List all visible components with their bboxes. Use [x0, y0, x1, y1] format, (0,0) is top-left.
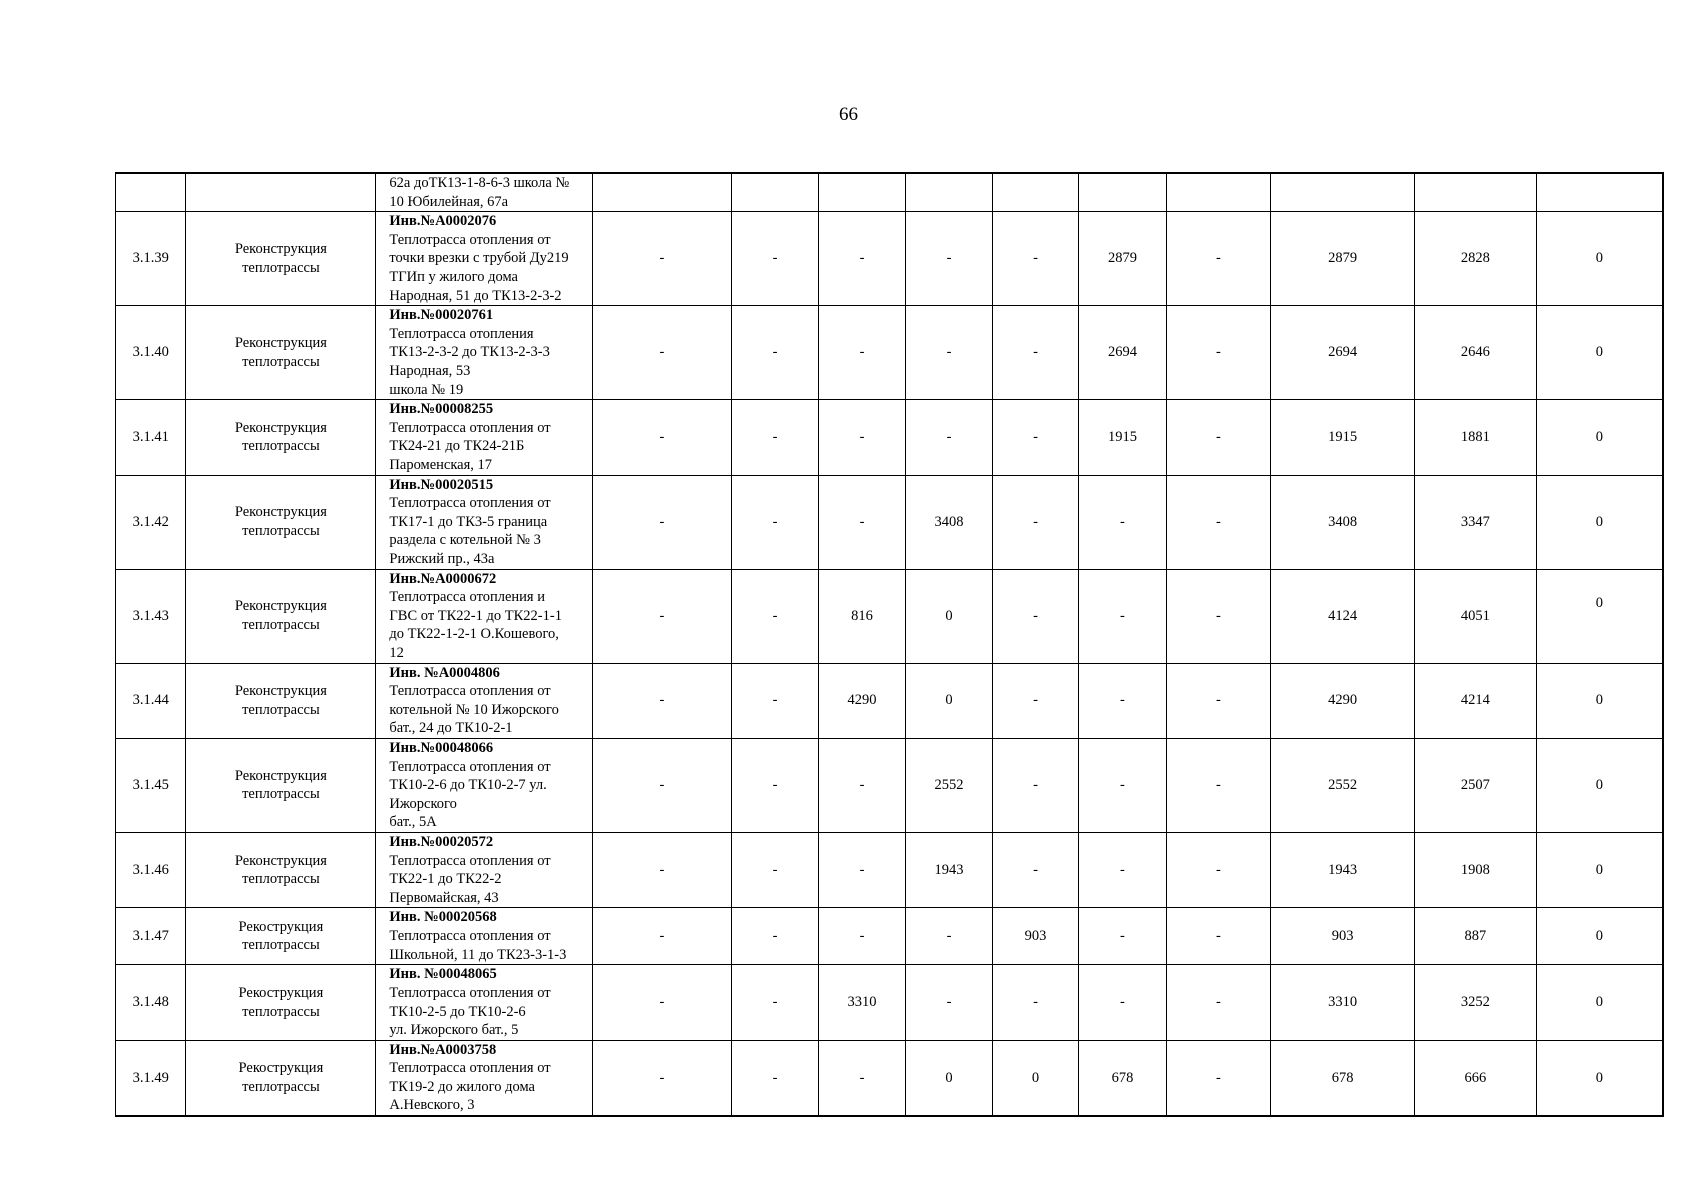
description-line: Теплотрасса отопления от: [389, 758, 551, 775]
value-cell: -: [992, 738, 1078, 832]
value-cell: 903: [1271, 908, 1415, 965]
empty-cell: [906, 173, 992, 212]
work-type-line: теплотрассы: [242, 617, 320, 634]
value-cell: -: [992, 569, 1078, 663]
inventory-number: Инв. №А0004806: [389, 664, 500, 681]
work-type-line: теплотрассы: [242, 937, 320, 954]
value-cell: -: [818, 306, 905, 400]
work-type-cell: [186, 1040, 376, 1116]
description-cell: [376, 569, 592, 663]
empty-cell: [1415, 173, 1537, 212]
description-line: до ТК22-1-2-1 О.Кошевого,: [389, 626, 559, 643]
inventory-number: Инв.№00008255: [389, 401, 494, 418]
description-cell: [376, 832, 592, 907]
work-type-cell: [186, 475, 376, 569]
value-cell: 2694: [1079, 306, 1166, 400]
value-cell: 0: [1536, 569, 1663, 663]
item-number-cell: 3.1.43: [116, 569, 186, 663]
value-cell: -: [592, 306, 732, 400]
value-cell: 1915: [1079, 400, 1166, 475]
empty-cell: [1271, 173, 1415, 212]
value-cell: 4214: [1415, 663, 1537, 738]
value-cell: -: [592, 832, 732, 907]
value-cell: 2507: [1415, 738, 1537, 832]
work-type-cell: [186, 908, 376, 965]
value-cell: 3310: [1271, 965, 1415, 1040]
value-cell: 4290: [818, 663, 905, 738]
value-cell: -: [992, 306, 1078, 400]
table-row: [116, 663, 1664, 738]
description-line: ул. Ижорского бат., 5: [389, 1022, 519, 1039]
table-row: [116, 212, 1664, 306]
value-cell: 2694: [1271, 306, 1415, 400]
description-cell: [376, 738, 592, 832]
work-type-line: теплотрассы: [242, 438, 320, 455]
value-cell: -: [592, 1040, 732, 1116]
value-cell: 2552: [1271, 738, 1415, 832]
value-cell: -: [1166, 832, 1271, 907]
work-type-line: теплотрассы: [242, 701, 320, 718]
work-type-cell: [186, 832, 376, 907]
description-line: Теплотрасса отопления от: [389, 927, 551, 944]
value-cell: -: [1166, 212, 1271, 306]
inventory-number: Инв.№А0002076: [389, 213, 497, 230]
description-cell: [376, 908, 592, 965]
empty-cell: [1079, 173, 1166, 212]
work-type-line: Реконструкция: [234, 241, 327, 258]
description-line: Ижорского: [389, 795, 457, 812]
description-line: школа № 19: [389, 381, 464, 398]
value-cell: -: [732, 965, 818, 1040]
value-cell: -: [818, 400, 905, 475]
value-cell: -: [592, 663, 732, 738]
value-cell: -: [818, 908, 905, 965]
description-line: Народная, 53: [389, 362, 471, 379]
item-number-cell: 3.1.47: [116, 908, 186, 965]
value-cell: -: [732, 908, 818, 965]
value-cell: -: [1166, 965, 1271, 1040]
work-type-line: теплотрассы: [242, 1078, 320, 1095]
works-table: [115, 172, 1664, 1117]
description-line: Теплотрасса отопления и: [389, 589, 545, 606]
value-cell: -: [1079, 738, 1166, 832]
work-type-line: теплотрассы: [242, 523, 320, 540]
value-cell: 0: [1536, 738, 1663, 832]
description-cell: [376, 400, 592, 475]
description-line: ТК19-2 до жилого дома: [389, 1078, 535, 1095]
empty-cell: [818, 173, 905, 212]
description-line: бат., 5А: [389, 814, 437, 831]
value-cell: 2828: [1415, 212, 1537, 306]
value-cell: 2552: [906, 738, 992, 832]
value-cell: -: [1079, 569, 1166, 663]
value-cell: 4290: [1271, 663, 1415, 738]
value-cell: 0: [1536, 1040, 1663, 1116]
empty-cell: [1166, 173, 1271, 212]
value-cell: -: [1079, 475, 1166, 569]
value-cell: -: [1166, 1040, 1271, 1116]
value-cell: -: [732, 663, 818, 738]
work-type-cell: [186, 400, 376, 475]
description-line: Теплотрасса отопления: [389, 325, 534, 342]
value-cell: -: [1166, 663, 1271, 738]
description-line: ТК17-1 до ТК3-5 граница: [389, 513, 548, 530]
value-cell: -: [732, 306, 818, 400]
description-cell: [376, 663, 592, 738]
description-line: Пароменская, 17: [389, 456, 493, 473]
work-type-line: Рекострукция: [238, 918, 324, 935]
work-type-line: Реконструкция: [234, 419, 327, 436]
value-cell: -: [732, 832, 818, 907]
inventory-number: Инв.№А0003758: [389, 1041, 497, 1058]
value-cell: -: [818, 1040, 905, 1116]
table-row: [116, 832, 1664, 907]
value-cell: -: [1166, 908, 1271, 965]
work-type-cell: [186, 663, 376, 738]
value-cell: 3408: [906, 475, 992, 569]
description-line: Теплотрасса отопления от: [389, 852, 551, 869]
value-cell: -: [732, 1040, 818, 1116]
value-cell: -: [992, 475, 1078, 569]
value-cell: 678: [1079, 1040, 1166, 1116]
item-number-cell: 3.1.44: [116, 663, 186, 738]
description-line: ТК10-2-5 до ТК10-2-6: [389, 1003, 526, 1020]
value-cell: -: [732, 738, 818, 832]
description-line: точки врезки с трубой Ду219: [389, 250, 569, 267]
table-row: [116, 1040, 1664, 1116]
value-cell: 816: [818, 569, 905, 663]
value-cell: 4051: [1415, 569, 1537, 663]
item-number-cell: 3.1.45: [116, 738, 186, 832]
value-cell: 1881: [1415, 400, 1537, 475]
work-type-cell: [186, 306, 376, 400]
value-cell: 0: [1536, 663, 1663, 738]
description-line: ТК22-1 до ТК22-2: [389, 871, 502, 888]
empty-cell: [116, 173, 186, 212]
work-type-line: теплотрассы: [242, 259, 320, 276]
description-cell: [376, 475, 592, 569]
value-cell: -: [592, 400, 732, 475]
empty-cell: [592, 173, 732, 212]
value-cell: 0: [1536, 306, 1663, 400]
table-row: [116, 738, 1664, 832]
value-cell: 0: [1536, 212, 1663, 306]
work-type-cell: [186, 965, 376, 1040]
item-number-cell: 3.1.40: [116, 306, 186, 400]
empty-cell: [1536, 173, 1663, 212]
description-cell: [376, 173, 592, 212]
description-line: Теплотрасса отопления от: [389, 419, 551, 436]
value-cell: -: [906, 212, 992, 306]
value-cell: 903: [992, 908, 1078, 965]
value-cell: 0: [1536, 908, 1663, 965]
item-number-cell: 3.1.46: [116, 832, 186, 907]
inventory-number: Инв.№А0000672: [389, 570, 497, 587]
description-cell: [376, 1040, 592, 1116]
description-cell: [376, 965, 592, 1040]
value-cell: 0: [1536, 475, 1663, 569]
value-cell: 3310: [818, 965, 905, 1040]
value-cell: -: [818, 832, 905, 907]
value-cell: -: [732, 400, 818, 475]
value-cell: -: [592, 475, 732, 569]
table-row: [116, 569, 1664, 663]
value-cell: -: [1166, 306, 1271, 400]
table-row: [116, 475, 1664, 569]
value-cell: 0: [906, 663, 992, 738]
item-number-cell: 3.1.42: [116, 475, 186, 569]
description-line: Теплотрасса отопления от: [389, 683, 551, 700]
value-cell: -: [992, 965, 1078, 1040]
value-cell: -: [1079, 908, 1166, 965]
value-cell: 2646: [1415, 306, 1537, 400]
work-type-line: Рекострукция: [238, 1060, 324, 1077]
value-cell: 3408: [1271, 475, 1415, 569]
value-cell: -: [592, 908, 732, 965]
item-number-cell: 3.1.48: [116, 965, 186, 1040]
work-type-line: теплотрассы: [242, 353, 320, 370]
inventory-number: Инв.№00020761: [389, 307, 494, 324]
description-line: Теплотрасса отопления от: [389, 231, 551, 248]
work-type-line: Реконструкция: [234, 683, 327, 700]
value-cell: 1943: [1271, 832, 1415, 907]
description-line: бат., 24 до ТК10-2-1: [389, 720, 513, 737]
value-cell: -: [1166, 475, 1271, 569]
item-number-cell: 3.1.49: [116, 1040, 186, 1116]
value-cell: -: [1166, 738, 1271, 832]
table-row: [116, 908, 1664, 965]
value-cell: -: [592, 569, 732, 663]
value-cell: 1943: [906, 832, 992, 907]
description-line: ГВС от ТК22-1 до ТК22-1-1: [389, 607, 562, 624]
description-line: Народная, 51 до ТК13-2-3-2: [389, 287, 562, 304]
value-cell: -: [732, 212, 818, 306]
value-cell: -: [732, 569, 818, 663]
value-cell: 666: [1415, 1040, 1537, 1116]
description-line: ТК10-2-6 до ТК10-2-7 ул.: [389, 777, 547, 794]
inventory-number: Инв.№00020572: [389, 833, 494, 850]
value-cell: -: [1166, 400, 1271, 475]
description-cell: [376, 212, 592, 306]
description-line: Первомайская, 43: [389, 889, 499, 906]
description-line: Теплотрасса отопления от: [389, 495, 551, 512]
item-number-cell: 3.1.39: [116, 212, 186, 306]
table-row: [116, 306, 1664, 400]
empty-cell: [186, 173, 376, 212]
description-cell: [376, 306, 592, 400]
work-type-cell: [186, 212, 376, 306]
work-type-line: Реконструкция: [234, 598, 327, 615]
value-cell: -: [992, 663, 1078, 738]
description-line: 10 Юбилейная, 67а: [389, 193, 509, 210]
value-cell: 0: [1536, 832, 1663, 907]
value-cell: 887: [1415, 908, 1537, 965]
work-type-line: Реконструкция: [234, 504, 327, 521]
value-cell: -: [1079, 965, 1166, 1040]
value-cell: -: [1079, 832, 1166, 907]
table-row: [116, 965, 1664, 1040]
inventory-number: Инв.№00048066: [389, 739, 494, 756]
description-line: ТК24-21 до ТК24-21Б: [389, 438, 525, 455]
description-line: Теплотрасса отопления от: [389, 984, 551, 1001]
value-cell: -: [1166, 569, 1271, 663]
value-cell: 0: [1536, 400, 1663, 475]
work-type-cell: [186, 569, 376, 663]
work-type-cell: [186, 738, 376, 832]
description-line: ТГИп у жилого дома: [389, 268, 518, 285]
description-line: 62а доТК13-1-8-6-3 школа №: [389, 175, 570, 191]
work-type-line: Реконструкция: [234, 335, 327, 352]
value-cell: -: [592, 738, 732, 832]
empty-cell: [732, 173, 818, 212]
description-line: Школьной, 11 до ТК23-3-1-3: [389, 946, 567, 963]
page-number: 66: [839, 104, 858, 125]
value-cell: -: [992, 212, 1078, 306]
value-cell: -: [906, 965, 992, 1040]
value-cell: 1915: [1271, 400, 1415, 475]
work-type-line: теплотрассы: [242, 871, 320, 888]
value-cell: 2879: [1079, 212, 1166, 306]
inventory-number: Инв. №00020568: [389, 909, 497, 926]
value-cell: -: [818, 738, 905, 832]
description-line: Теплотрасса отопления от: [389, 1060, 551, 1077]
value-cell: -: [818, 212, 905, 306]
value-cell: -: [906, 400, 992, 475]
work-type-line: Реконструкция: [234, 767, 327, 784]
value-cell: -: [732, 475, 818, 569]
work-type-line: Рекострукция: [238, 984, 324, 1001]
inventory-number: Инв. №00048065: [389, 966, 497, 983]
description-line: 12: [389, 644, 404, 661]
value-cell: 3347: [1415, 475, 1537, 569]
empty-cell: [992, 173, 1078, 212]
value-cell: -: [992, 400, 1078, 475]
value-cell: 0: [906, 1040, 992, 1116]
inventory-number: Инв.№00020515: [389, 476, 494, 493]
value-cell: 3252: [1415, 965, 1537, 1040]
work-type-line: Реконструкция: [234, 852, 327, 869]
value-cell: 4124: [1271, 569, 1415, 663]
value-cell: 2879: [1271, 212, 1415, 306]
value-cell: -: [592, 965, 732, 1040]
work-type-line: теплотрассы: [242, 786, 320, 803]
description-line: раздела с котельной № 3: [389, 532, 541, 549]
value-cell: -: [992, 832, 1078, 907]
work-type-line: теплотрассы: [242, 1003, 320, 1020]
item-number-cell: 3.1.41: [116, 400, 186, 475]
value-cell: 678: [1271, 1040, 1415, 1116]
value-cell: -: [818, 475, 905, 569]
table-row: [116, 400, 1664, 475]
table-row: [116, 173, 1664, 212]
value-cell: 0: [906, 569, 992, 663]
value-cell: -: [592, 212, 732, 306]
description-line: котельной № 10 Ижорского: [389, 701, 559, 718]
description-line: ТК13-2-3-2 до ТК13-2-3-3: [389, 344, 550, 361]
value-cell: 0: [992, 1040, 1078, 1116]
value-cell: -: [906, 306, 992, 400]
value-cell: 0: [1536, 965, 1663, 1040]
value-cell: -: [1079, 663, 1166, 738]
value-cell: -: [906, 908, 992, 965]
description-line: А.Невского, 3: [389, 1097, 475, 1114]
value-cell: 1908: [1415, 832, 1537, 907]
description-line: Рижский пр., 43а: [389, 550, 495, 567]
